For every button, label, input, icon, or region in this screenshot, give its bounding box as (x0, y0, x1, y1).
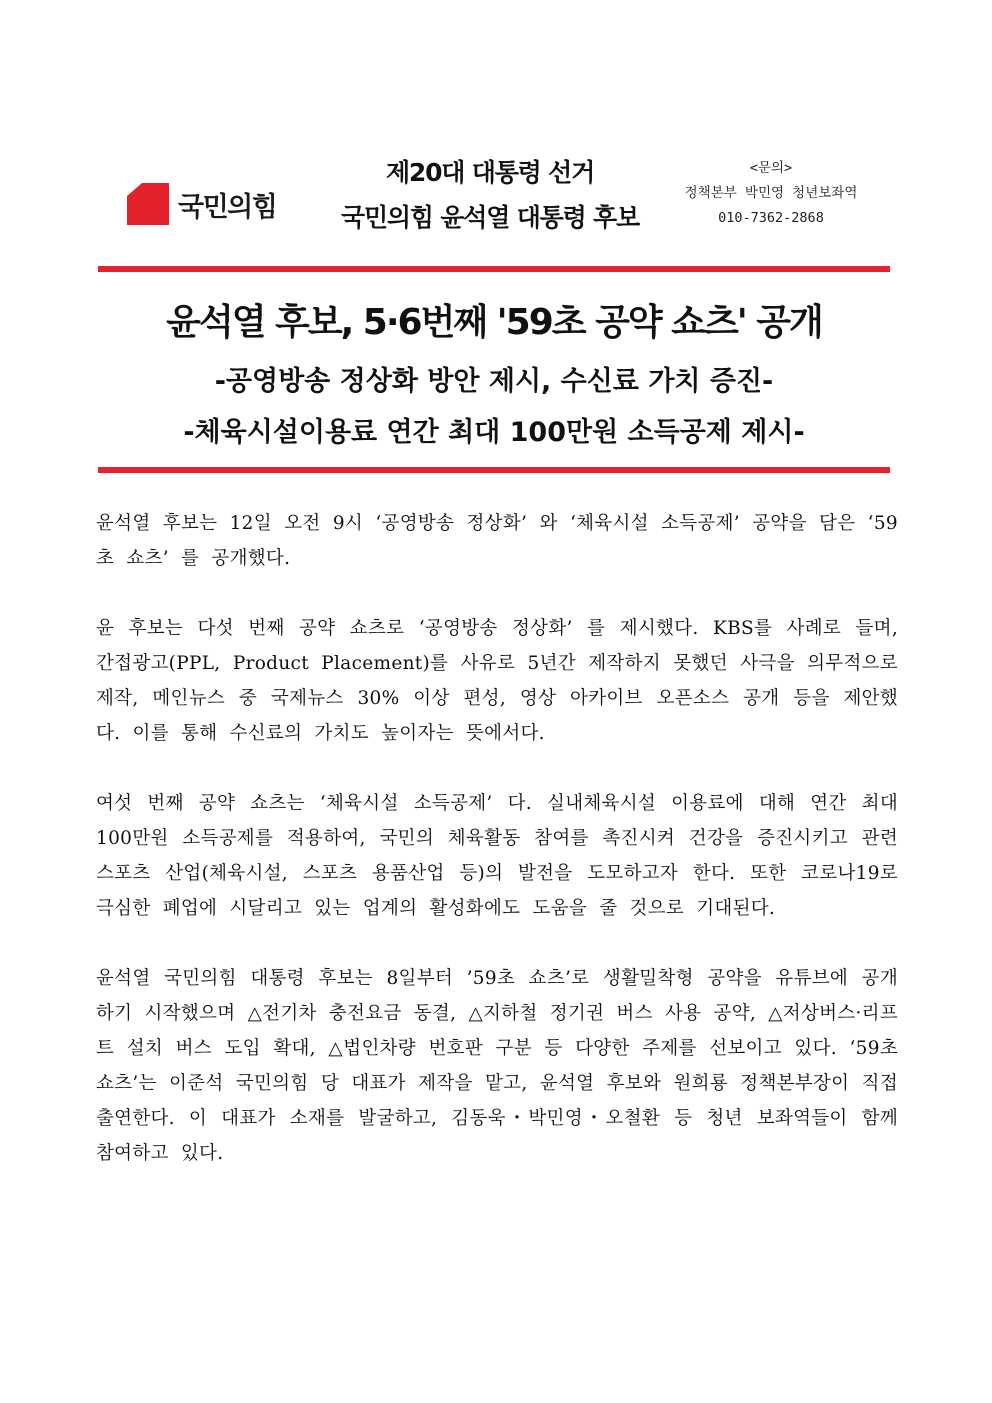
body-paragraph-3: 여섯 번째 공약 쇼츠는 ‘체육시설 소득공제’ 다. 실내체육시설 이용료에 대해 연간 최대 100만원 소득공제를 적용하여, 국민의 체육활동 참여를 촉진시켜 건강을 증진시키고 관련 스포츠 산업(체육시설, 스포츠 용품산업 등)의 발전을 도모하고자 한다. 또한 코로나19로 극심한 폐업에 시달리고 있는 업계의 활성화에도 도움을 줄 것으로 기대된다. (96, 793, 898, 919)
headline-sub-2: -체육시설이용료 연간 최대 100만원 소득공제 제시- (183, 417, 805, 448)
body-paragraph-2: 윤 후보는 다섯 번째 공약 쇼츠로 ‘공영방송 정상화’ 를 제시했다. KBS를 사례로 들며, 간접광고(PPL, Product Placement)를 사유로 5년간 제작하지 못했던 사극을 의무적으로 제작, 메인뉴스 중 국제뉴스 30% 이상 편성, 영상 아카이브 오픈소스 공개 등을 제안했다. 이를 통해 수신료의 가치도 높이자는 뜻에서다. (96, 618, 898, 744)
party-logo-text: 국민의힘 (178, 191, 277, 223)
header-title (318, 150, 662, 240)
header-title-line2: 국민의힘 윤석열 대통령 후보 (341, 203, 639, 232)
contact-phone: 010-7362-2868 (718, 210, 824, 226)
headline-main: 윤석열 후보, 5·6번째 '59초 공약 쇼츠' 공개 (166, 302, 822, 343)
top-divider (98, 266, 890, 272)
body-paragraph-1: 윤석열 후보는 12일 오전 9시 ‘공영방송 정상화’ 와 ‘체육시설 소득공제’ 공약을 담은 ‘59초 쇼츠’ 를 공개했다. (96, 513, 898, 569)
press-release-body (96, 506, 898, 1206)
header-title-line1: 제20대 대통령 선거 (385, 158, 595, 187)
party-logo (126, 181, 316, 227)
contact-info (655, 156, 887, 231)
party-logo-icon (126, 182, 170, 226)
body-paragraph-4: 윤석열 국민의힘 대통령 후보는 8일부터 ’59초 쇼츠’로 생활밀착형 공약을 유튜브에 공개하기 시작했으며 △전기차 충전요금 동결, △지하철 정기권 버스 사용 공약, △저상버스·리프트 설치 버스 도입 확대, △법인차량 번호판 구분 등 다양한 주제를 선보이고 있다. ‘59초 쇼츠’는 이준석 국민의힘 당 대표가 제작을 맡고, 윤석열 후보와 원희룡 정책본부장이 직접 출연한다. 이 대표가 소재를 발굴하고, 김동욱・박민영・오철환 등 청년 보좌역들이 함께 참여하고 있다. (96, 968, 898, 1164)
bottom-divider (98, 467, 890, 473)
headline-sub-1: -공영방송 정상화 방안 제시, 수신료 가치 증진- (214, 366, 774, 397)
contact-label: <문의> (749, 160, 793, 176)
contact-name: 정책본부 박민영 청년보좌역 (684, 185, 858, 201)
